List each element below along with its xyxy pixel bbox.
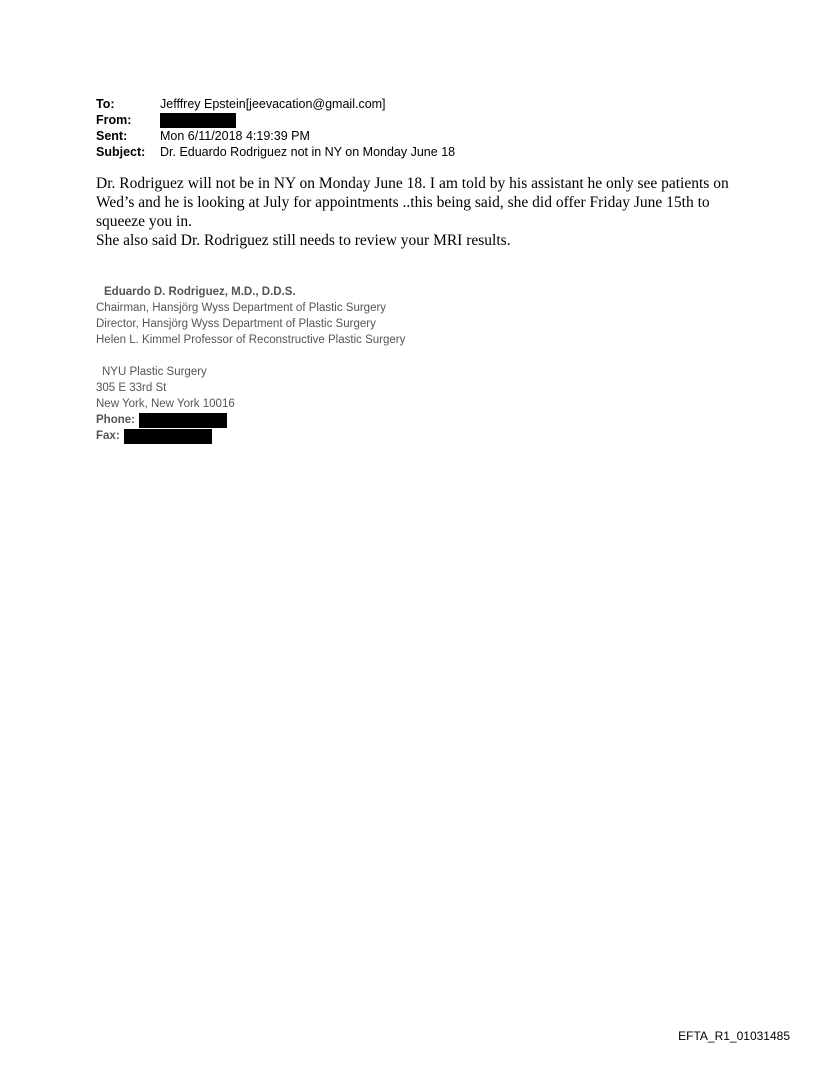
signature-title: Helen L. Kimmel Professor of Reconstructive Plastic Surgery <box>96 334 406 346</box>
fax-row <box>96 428 405 444</box>
from-row <box>96 112 696 128</box>
subject-label: Subject: <box>96 145 146 159</box>
signature-title: Chairman, Hansjörg Wyss Department of Plastic Surgery <box>96 302 387 314</box>
sent-row <box>96 128 696 144</box>
to-row <box>96 96 696 112</box>
to-label: To: <box>96 97 115 111</box>
email-header <box>96 96 696 160</box>
subject-value: Dr. Eduardo Rodriguez not in NY on Monday June 18 <box>160 145 456 159</box>
signature-title: Director, Hansjörg Wyss Department of Plastic Surgery <box>96 318 376 330</box>
signature-address: 305 E 33rd St <box>96 382 167 394</box>
sent-value: Mon 6/11/2018 4:19:39 PM <box>160 129 310 143</box>
redaction-box <box>139 413 227 428</box>
phone-label: Phone: <box>96 414 135 426</box>
signature-name: Eduardo D. Rodriguez, M.D., D.D.S. <box>104 286 296 298</box>
body-paragraph: She also said Dr. Rodriguez still needs to review your MRI results. <box>96 232 511 249</box>
redaction-box <box>124 429 212 444</box>
from-label: From: <box>96 113 132 127</box>
sent-label: Sent: <box>96 129 128 143</box>
signature-org: NYU Plastic Surgery <box>102 366 207 378</box>
subject-row <box>96 144 696 160</box>
redaction-box <box>160 113 236 128</box>
fax-label: Fax: <box>96 430 120 442</box>
to-value: Jefffrey Epstein[jeevacation@gmail.com] <box>160 97 386 111</box>
signature-address: New York, New York 10016 <box>96 398 235 410</box>
phone-row <box>96 412 405 428</box>
email-body <box>96 174 736 250</box>
email-signature <box>96 284 405 444</box>
document-id: EFTA_R1_01031485 <box>678 1029 790 1043</box>
body-paragraph: Dr. Rodriguez will not be in NY on Monday June 18. I am told by his assistant he only see patients on Wed’s and he is looking at July for appointments ..this being said, she did offer Friday June 15th to squeeze you in. <box>96 175 729 230</box>
